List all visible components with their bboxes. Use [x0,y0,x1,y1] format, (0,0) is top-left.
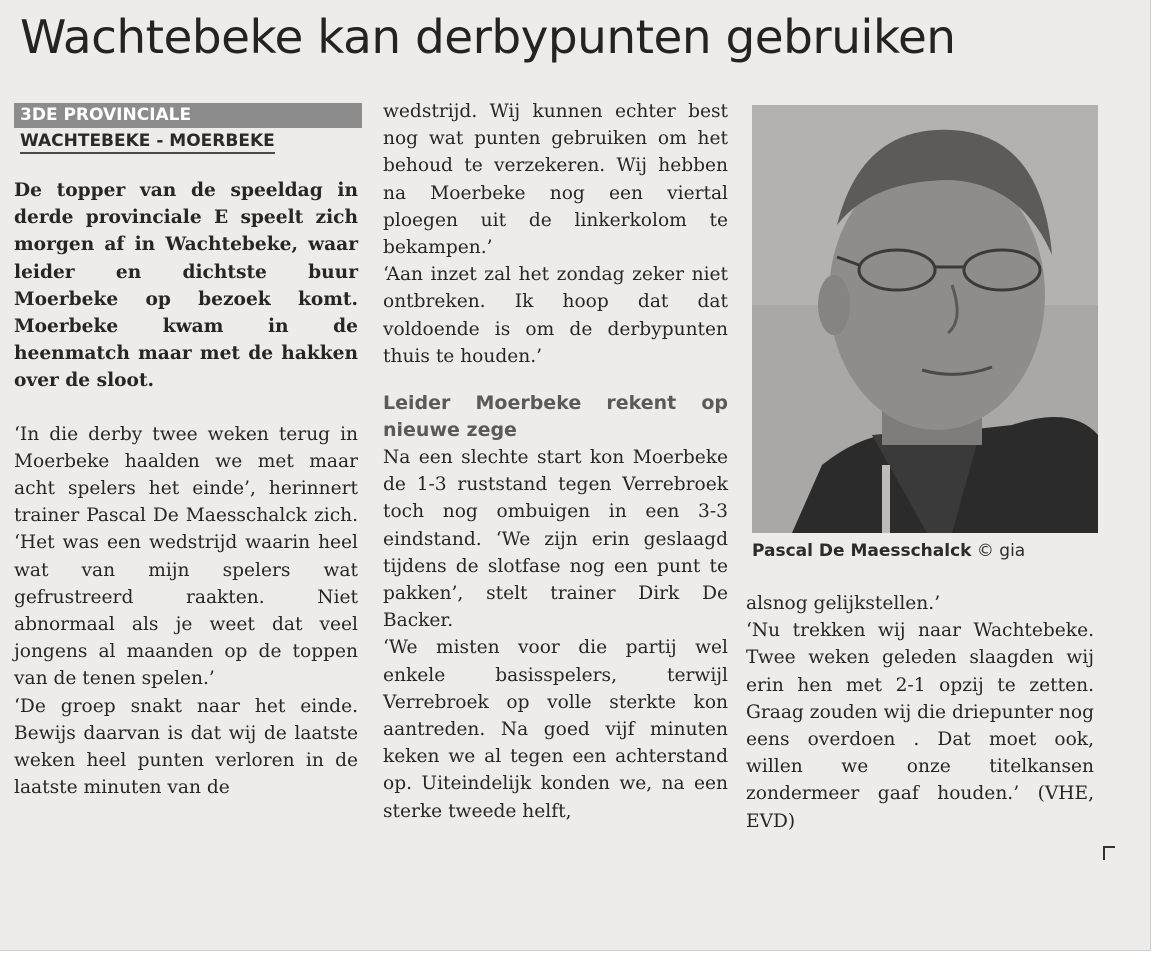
body-paragraph: wedstrijd. Wij kunnen echter best nog wat punten gebruiken om het behoud te verzekeren. Wij hebben na Moerbeke nog een viertal ploegen uit de linkerkolom te bekampen.’ [383,101,728,259]
body-paragraph: Na een slechte start kon Moerbeke de 1-3 ruststand tegen Verrebroek toch nog ombuigen in een 3-3 eindstand. ‘We zijn erin geslaagd tijdens de slotfase nog een punt te pakken’, stelt trainer Dirk De Backer. [383,447,728,632]
column-3 [746,590,1094,835]
body-paragraph: alsnog gelijkstellen.’ [746,593,941,614]
body-paragraph: ‘De groep snakt naar het einde. Bewijs daarvan is dat wij de laatste weken heel punten verloren in de laatste minuten van de [14,695,358,799]
body-paragraph: ‘We misten voor die partij wel enkele basisspelers, terwijl Verrebroek op volle sterkte kon aantreden. Na goed vijf minuten keken we al tegen een achterstand op. Uiteindelijk konden we, na een sterke tweede helft, [383,637,728,822]
section-kicker: 3DE PROVINCIALE [14,103,362,128]
photo-caption [752,541,1025,561]
lead-paragraph: De topper van de speeldag in derde provinciale E speelt zich morgen af in Wachtebeke, waar leider en dichtste buur Moerbeke op bezoek komt. Moerbeke kwam in de heenmatch maar met de hakken over de sloot. [14,180,358,392]
corner-mark-icon [1103,846,1115,860]
body-paragraph: ‘Nu trekken wij naar Wachtebeke. Twee weken geleden slaagden wij erin hen met 2-1 opzij te zetten. Graag zouden wij die driepunter nog eens overdoen . Dat moet ook, willen we onze titelkansen zondermeer gaaf houden.’ (VHE, EVD) [746,620,1094,832]
subheading: Leider Moerbeke rekent op nieuwe zege [383,392,728,442]
caption-name: Pascal De Maesschalck [752,541,972,561]
body-paragraph: ‘In die derby twee weken terug in Moerbeke haalden we met maar acht spelers het einde’, herinnert trainer Pascal De Maesschalck zich. ‘Het was een wedstrijd waarin heel wat van mijn spelers wat gefrustreerd raakten. Niet abnormaal als je weet dat veel jongens al maanden op de toppen van de tenen spelen.’ [14,423,358,690]
headline: Wachtebeke kan derbypunten gebruiken [20,10,956,64]
portrait-photo-icon [752,105,1098,533]
caption-credit: © gia [976,541,1026,561]
column-2 [383,98,728,825]
column-1 [14,177,358,801]
match-line: WACHTEBEKE - MOERBEKE [20,131,275,154]
body-paragraph: ‘Aan inzet zal het zondag zeker niet ontbreken. Ik hoop dat dat voldoende is om de derbypunten thuis te houden.’ [383,264,728,367]
portrait-photo [752,105,1098,533]
